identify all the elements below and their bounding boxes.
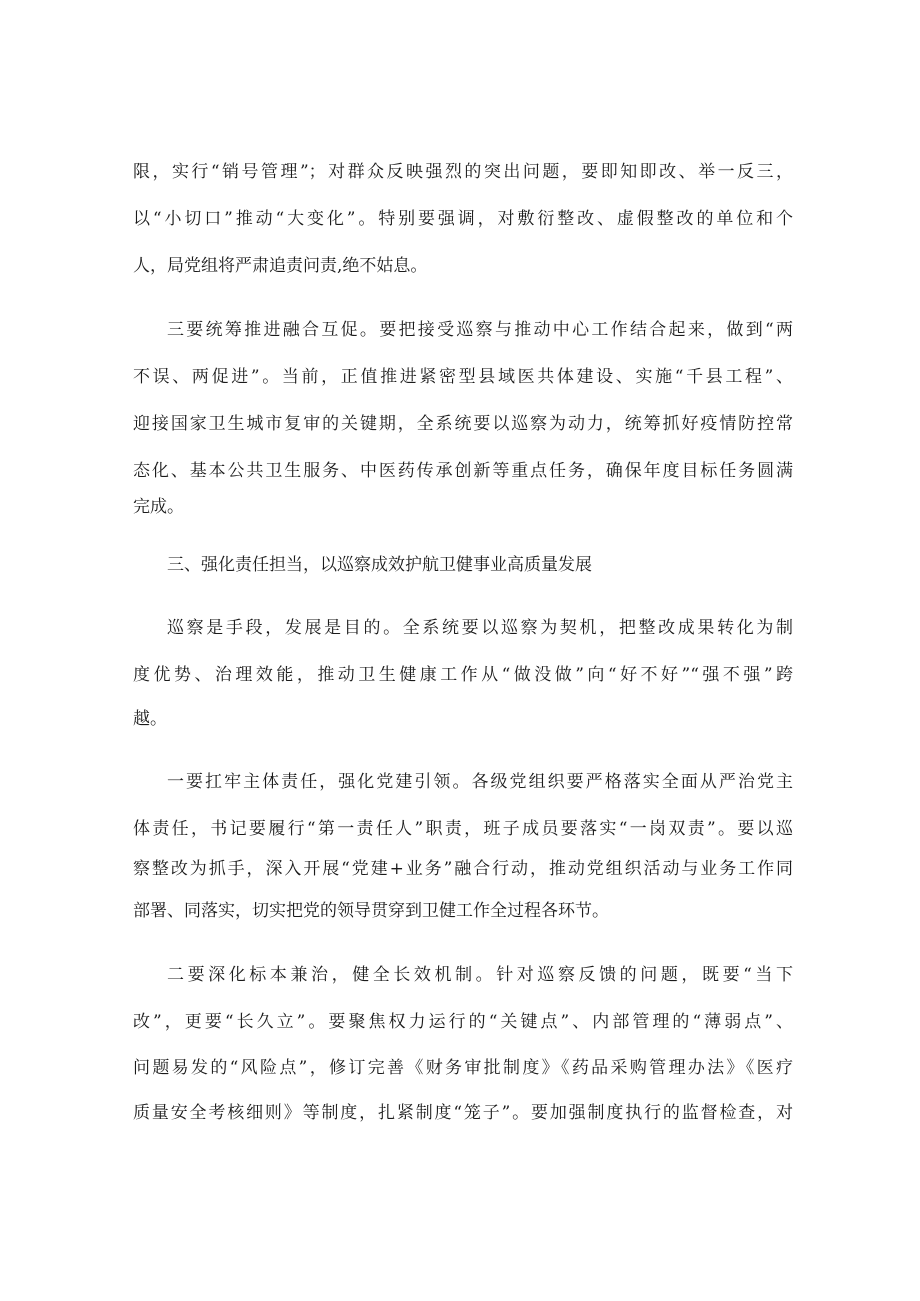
paragraph-1-line-3: 人，局党组将严肃追责问责,绝不姑息。 <box>133 256 428 276</box>
paragraph-4-line-4: 部署、同落实，切实把党的领导贯穿到卫健工作全过程各环节。 <box>133 901 609 921</box>
paragraph-2-line-2: 不误、两促进”。当前，正值推进紧密型县域医共体建设、实施“千县工程”、 <box>133 367 793 387</box>
paragraph-1-line-1: 限，实行“销号管理”；对群众反映强烈的突出问题，要即知即改、举一反三， <box>133 162 793 182</box>
paragraph-3-line-2: 度优势、治理效能，推动卫生健康工作从“做没做”向“好不好”“强不强”跨 <box>133 665 793 685</box>
paragraph-2-line-3: 迎接国家卫生城市复审的关键期，全系统要以巡察为动力，统筹抓好疫情防控常 <box>133 414 793 434</box>
paragraph-5-line-3: 问题易发的“风险点”，修订完善《财务审批制度》《药品采购管理办法》《医疗 <box>133 1058 793 1078</box>
paragraph-5-line-2: 改”，更要“长久立”。要聚焦权力运行的“关键点”、内部管理的“薄弱点”、 <box>133 1012 793 1032</box>
paragraph-3-line-3: 越。 <box>133 709 167 729</box>
paragraph-2-line-4: 态化、基本公共卫生服务、中医药传承创新等重点任务，确保年度目标任务圆满 <box>133 461 793 481</box>
paragraph-3-line-1: 巡察是手段，发展是目的。全系统要以巡察为契机，把整改成果转化为制 <box>167 618 793 638</box>
paragraph-5-line-1: 二要深化标本兼治，健全长效机制。针对巡察反馈的问题，既要“当下 <box>167 965 793 985</box>
paragraph-2-line-1: 三要统筹推进融合互促。要把接受巡察与推动中心工作结合起来，做到“两 <box>167 320 793 340</box>
paragraph-4-line-1: 一要扛牢主体责任，强化党建引领。各级党组织要严格落实全面从严治党主 <box>167 772 793 792</box>
paragraph-4-line-2: 体责任，书记要履行“第一责任人”职责，班子成员要落实“一岗双责”。要以巡 <box>133 819 793 839</box>
paragraph-5-line-4: 质量安全考核细则》等制度，扎紧制度“笼子”。要加强制度执行的监督检查，对 <box>133 1103 793 1123</box>
section-heading: 三、强化责任担当，以巡察成效护航卫健事业高质量发展 <box>167 555 592 575</box>
paragraph-4-line-3: 察整改为抓手，深入开展“党建+业务”融合行动，推动党组织活动与业务工作同 <box>133 859 793 879</box>
paragraph-1-line-2: 以“小切口”推动“大变化”。特别要强调，对敷衍整改、虚假整改的单位和个 <box>133 209 793 229</box>
paragraph-2-line-5: 完成。 <box>133 497 184 517</box>
